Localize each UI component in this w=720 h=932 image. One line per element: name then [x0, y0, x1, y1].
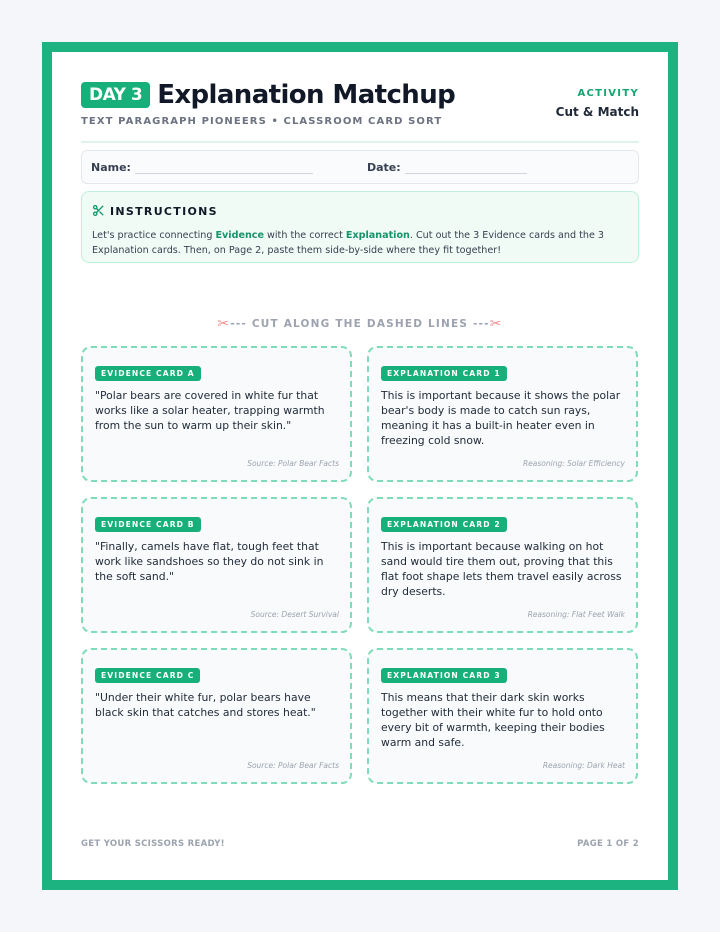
card-text: "Finally, camels have flat, tough feet that work like sandshoes so they do not sink in the soft sand."	[95, 540, 324, 583]
name-label: Name:	[91, 160, 131, 174]
scissors-icon	[92, 202, 105, 221]
card-tag: EVIDENCE CARD A	[95, 366, 201, 381]
name-field[interactable]	[91, 161, 313, 174]
page-border	[42, 42, 678, 890]
evidence-card	[81, 648, 352, 784]
card-tag: EXPLANATION CARD 2	[381, 517, 507, 532]
explanation-card	[367, 346, 638, 482]
instructions-title: INSTRUCTIONS	[110, 205, 218, 218]
date-label: Date:	[367, 160, 401, 174]
card-source: Source: Desert Survival	[250, 610, 339, 619]
instructions-box	[81, 191, 639, 263]
card-source: Reasoning: Solar Efficiency	[522, 459, 625, 468]
date-line	[405, 164, 527, 174]
evidence-card	[81, 346, 352, 482]
cut-line-label	[52, 316, 668, 332]
day-badge: DAY 3	[81, 82, 150, 108]
activity-value: Cut & Match	[555, 105, 639, 119]
card-source: Source: Polar Bear Facts	[247, 459, 339, 468]
footer-note: GET YOUR SCISSORS READY!	[81, 839, 225, 849]
card-text: "Under their white fur, polar bears have black skin that catches and stores heat."	[95, 691, 316, 719]
name-date-box	[81, 150, 639, 184]
card-text: "Polar bears are covered in white fur that works like a solar heater, trapping warmth from the sun to warm up their skin."	[95, 389, 325, 432]
instructions-text-part: Let's practice connecting	[92, 230, 216, 241]
explanation-card	[367, 497, 638, 633]
cut-line-text: --- CUT ALONG THE DASHED LINES ---	[230, 318, 490, 330]
card-source: Reasoning: Dark Heat	[542, 761, 625, 770]
card-text: This means that their dark skin works together with their white fur to hold onto every bit of warmth, keeping their bodies warm and safe.	[381, 691, 605, 749]
date-field[interactable]	[367, 161, 527, 174]
name-line	[135, 164, 313, 174]
card-tag: EVIDENCE CARD B	[95, 517, 201, 532]
explanation-card	[367, 648, 638, 784]
instructions-header	[92, 202, 628, 221]
header-divider	[81, 141, 639, 143]
subtitle: TEXT PARAGRAPH PIONEERS • CLASSROOM CARD SORT	[81, 116, 443, 127]
header	[81, 80, 639, 140]
instructions-text	[92, 228, 628, 258]
activity-block	[556, 88, 639, 119]
card-text: This is important because it shows the polar bear's body is made to catch sun rays, meaning it has a built-in heater even in freezing cold snow.	[381, 389, 621, 447]
evidence-keyword: Evidence	[215, 230, 264, 241]
page-title: Explanation Matchup	[157, 80, 456, 110]
activity-label: ACTIVITY	[577, 88, 639, 99]
scissors-icon: ✂	[217, 316, 231, 332]
evidence-card	[81, 497, 352, 633]
card-source: Reasoning: Flat Feet Walk	[527, 610, 625, 619]
page-number: PAGE 1 OF 2	[577, 839, 639, 849]
instructions-text-part: . Cut out the 3 Evidence cards and the 3 Explanation cards. Then, on Page 2, paste them side-by-side where they fit together!	[92, 230, 605, 256]
card-text: This is important because walking on hot sand would tire them out, proving that this flat foot shape lets them travel easily across dry deserts.	[381, 540, 622, 598]
card-tag: EXPLANATION CARD 1	[381, 366, 507, 381]
worksheet-page	[52, 52, 668, 880]
card-source: Source: Polar Bear Facts	[247, 761, 339, 770]
instructions-text-part: with the correct	[264, 230, 346, 241]
explanation-keyword: Explanation	[345, 230, 410, 241]
scissors-icon: ✂	[489, 316, 503, 332]
card-tag: EXPLANATION CARD 3	[381, 668, 507, 683]
card-tag: EVIDENCE CARD C	[95, 668, 200, 683]
